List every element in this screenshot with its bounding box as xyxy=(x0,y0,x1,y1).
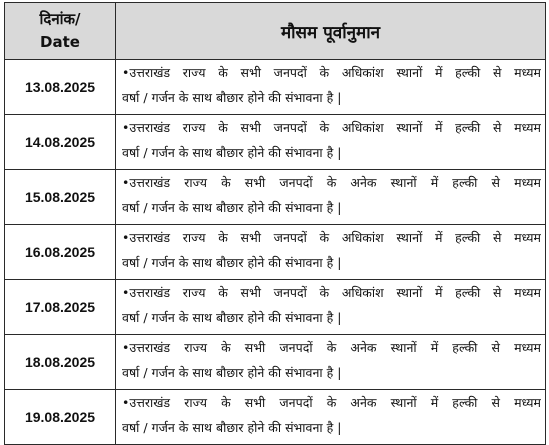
forecast-cell xyxy=(116,60,546,115)
date-cell: 14.08.2025 xyxy=(5,115,116,170)
table-row xyxy=(5,170,546,225)
table-row xyxy=(5,390,546,445)
forecast-line: •उत्तराखंड राज्य के सभी जनपदों के अधिकांश स्थानों में हल्की से मध्यम xyxy=(122,120,541,135)
table-row xyxy=(5,60,546,115)
forecast-cell xyxy=(116,335,546,390)
forecast-line: वर्षा / गर्जन के साथ बौछार होने की संभावना है | xyxy=(122,255,342,270)
date-cell: 18.08.2025 xyxy=(5,335,116,390)
date-cell: 15.08.2025 xyxy=(5,170,116,225)
table-row xyxy=(5,225,546,280)
weather-forecast-table xyxy=(4,2,546,445)
table-header-row xyxy=(5,3,546,60)
forecast-cell xyxy=(116,170,546,225)
date-cell: 13.08.2025 xyxy=(5,60,116,115)
forecast-line: वर्षा / गर्जन के साथ बौछार होने की संभावना है | xyxy=(122,420,342,435)
forecast-line: •उत्तराखंड राज्य के सभी जनपदों के अनेक स्थानों में हल्की से मध्यम xyxy=(122,340,541,355)
forecast-cell xyxy=(116,115,546,170)
forecast-cell xyxy=(116,280,546,335)
forecast-line: •उत्तराखंड राज्य के सभी जनपदों के अधिकांश स्थानों में हल्की से मध्यम xyxy=(122,65,541,80)
forecast-line: वर्षा / गर्जन के साथ बौछार होने की संभावना है | xyxy=(122,200,342,215)
date-cell: 16.08.2025 xyxy=(5,225,116,280)
forecast-line: वर्षा / गर्जन के साथ बौछार होने की संभावना है | xyxy=(122,145,342,160)
forecast-line: वर्षा / गर्जन के साथ बौछार होने की संभावना है | xyxy=(122,365,342,380)
date-cell: 19.08.2025 xyxy=(5,390,116,445)
date-column-header xyxy=(5,3,116,60)
forecast-line: •उत्तराखंड राज्य के सभी जनपदों के अधिकांश स्थानों में हल्की से मध्यम xyxy=(122,285,541,300)
forecast-column-header: मौसम पूर्वानुमान xyxy=(116,3,546,60)
forecast-line: •उत्तराखंड राज्य के सभी जनपदों के अनेक स्थानों में हल्की से मध्यम xyxy=(122,175,541,190)
forecast-line: वर्षा / गर्जन के साथ बौछार होने की संभावना है | xyxy=(122,310,342,325)
date-cell: 17.08.2025 xyxy=(5,280,116,335)
table-row xyxy=(5,115,546,170)
forecast-cell xyxy=(116,225,546,280)
forecast-line: •उत्तराखंड राज्य के सभी जनपदों के अधिकांश स्थानों में हल्की से मध्यम xyxy=(122,230,541,245)
date-header-hindi: दिनांक/ xyxy=(39,10,81,28)
forecast-cell xyxy=(116,390,546,445)
forecast-line: •उत्तराखंड राज्य के सभी जनपदों के अनेक स्थानों में हल्की से मध्यम xyxy=(122,395,541,410)
table-row xyxy=(5,335,546,390)
date-header-english: Date xyxy=(40,33,80,51)
table-row xyxy=(5,280,546,335)
forecast-line: वर्षा / गर्जन के साथ बौछार होने की संभावना है | xyxy=(122,90,342,105)
